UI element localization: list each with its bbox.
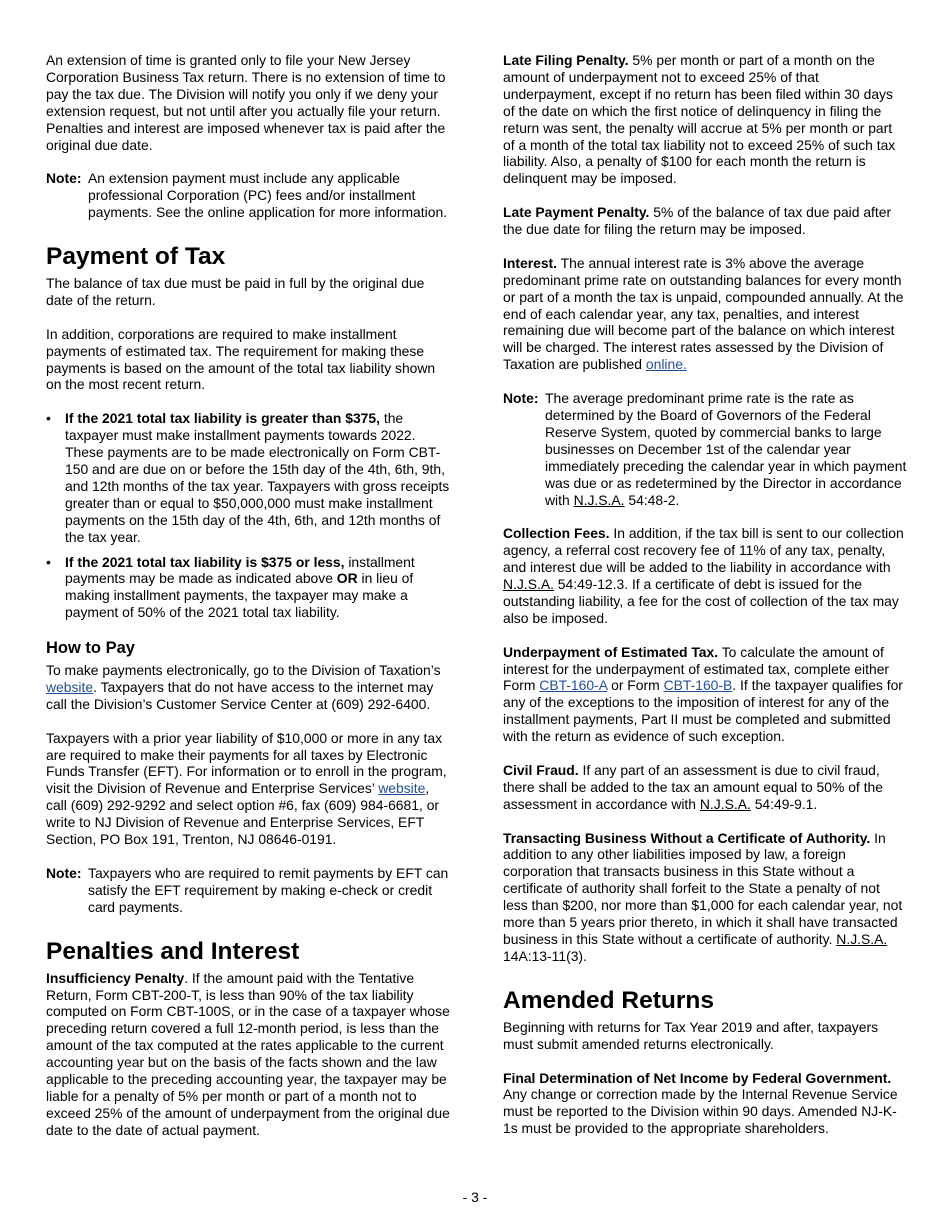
bullet-text: installment payments may be made as indicated above [65, 553, 415, 587]
paragraph-text: The annual interest rate is 3% above the average predominant prime rate on outstanding balances for every month or part of a month the tax is unpaid, compounded annually. At the end of each calendar year, any tax, penalties, and interest remaining due will become part of the balance on which interest will be charged. The interest rates assessed by the Division of Taxation are published [503, 254, 904, 373]
cbt-160-b-link[interactable]: CBT-160-B [663, 677, 733, 694]
paragraph-text: or Form [607, 677, 664, 694]
paragraph-bold-lead: Underpayment of Estimated Tax. [503, 643, 719, 660]
paragraph-text: In addition to any other liabilities imposed by law, a foreign corporation that transacts business in this State without a certificate of authority shall forfeit to the State a penalty of not less than $200, nor more than $1,000 for each calendar year, not more than 5 years prior thereto, in which it shall have transacted business in this State without a certificate of authority. [503, 829, 903, 948]
statute-reference: N.J.S.A. [836, 931, 888, 948]
paragraph-text: . Taxpayers that do not have access to the internet may call the Division’s Customer Service Center at (609) 292-6400. [46, 678, 434, 712]
statute-reference: N.J.S.A. [699, 795, 751, 812]
how-to-pay-paragraph-2 [46, 730, 450, 848]
payment-of-tax-heading: Payment of Tax [46, 243, 226, 271]
civil-fraud-paragraph [503, 762, 907, 813]
extension-note [46, 170, 450, 221]
list-item [46, 554, 450, 622]
installment-list [46, 410, 450, 621]
amended-returns-heading: Amended Returns [503, 986, 715, 1014]
paragraph-bold-lead: Interest. [503, 254, 558, 271]
paragraph-text: , call (609) 292-9292 and select option #6, fax (609) 984-6681, or write to NJ Division of Revenue and Enterprise Services, EFT Section, PO Box 191, Trenton, NJ 08646-0191. [46, 780, 440, 848]
paragraph-bold-lead: Late Filing Penalty. [503, 52, 629, 68]
paragraph-bold-lead: Collection Fees. [503, 525, 610, 542]
list-item [46, 410, 450, 545]
paragraph-text: 14A:13-11(3). [503, 947, 587, 964]
paragraph-text: 54:49-9.1. [750, 795, 818, 812]
note-text: Taxpayers who are required to remit payments by EFT can satisfy the EFT requirement by making e-check or credit card payments. [88, 864, 449, 915]
paragraph-text: . If the amount paid with the Tentative Return, Form CBT-200-T, is less than 90% of the tax liability computed on Form CBT-100S, or in the case of a taxpayer whose preceding return covered a full 12-month period, is less than the amount of the tax computed at the rates applicable to the current accounting year but on the basis of the facts shown and the law applicable to the preceding accounting year, the taxpayer may be liable for a penalty of 5% per month or part of a month not to exceed 25% of the amount of underpayment from the original due date to the date of actual payment. [46, 969, 450, 1138]
note-text-part: 54:48-2. [624, 491, 680, 508]
insufficiency-penalty-paragraph [46, 970, 450, 1139]
penalties-interest-heading: Penalties and Interest [46, 937, 300, 965]
note-label: Note: [46, 864, 82, 881]
bullet-text: in lieu of making installment payments, the taxpayer may make a payment of 50% of the 2021 total tax liability. [65, 570, 414, 621]
revenue-website-link[interactable]: website [378, 780, 426, 797]
payment-paragraph-2: In addition, corporations are required to make installment payments of estimated tax. The requirement for making these payments is based on the amount of the total tax liability shown on the most recent return. [46, 325, 436, 393]
payment-paragraph-1: The balance of tax due must be paid in full by the original due date of the return. [46, 275, 425, 308]
paragraph-text: 54:49-12.3. If a certificate of debt is issued for the outstanding liability, a fee for the cost of collection of the tax may also be imposed. [503, 576, 899, 626]
extension-intro: An extension of time is granted only to file your New Jersey Corporation Business Tax return. There is no extension of time to pay the tax due. The Division will notify you only if we deny your extension request, but not until after you actually file your return. Penalties and interest are imposed whenever tax is paid after the original due date. [46, 52, 446, 153]
paragraph-text: Taxpayers with a prior year liability of $10,000 or more in any tax are required to make their payments for all taxes by Electronic Funds Transfer (EFT). For information or to enroll in the program, visit the Division of Revenue and Enterprise Services’ [46, 729, 447, 797]
underpayment-paragraph [503, 644, 907, 745]
paragraph-bold-lead: Final Determination of Net Income by Federal Government. [503, 1069, 892, 1086]
taxation-website-link[interactable]: website [46, 678, 94, 695]
how-to-pay-paragraph-1 [46, 662, 450, 713]
prime-rate-note [503, 390, 907, 508]
transacting-business-paragraph [503, 830, 907, 965]
note-text: An extension payment must include any applicable professional Corporation (PC) fees and/or installment payments. See the online application for more information. [88, 170, 448, 221]
paragraph-text: Any change or correction made by the Internal Revenue Service must be reported to the Division within 90 days. Amended NJ-K-1s must be provided to the appropriate shareholders. [503, 1086, 898, 1137]
cbt-160-a-link[interactable]: CBT-160-A [539, 677, 608, 694]
bullet-bold-lead: If the 2021 total tax liability is $375 or less, [65, 553, 345, 570]
note-label: Note: [503, 390, 539, 407]
bullet-text: the taxpayer must make installment payments towards 2022. These payments are to be made electronically on Form CBT-150 and are due on or before the 15th day of the 4th, 6th, 9th, and 12th months of the tax year. Taxpayers with gross receipts greater than or equal to $50,000,000 must make installment payments on the 15th day of the 4th, 6th, and 12th months of the tax year. [65, 410, 450, 545]
paragraph-text: If any part of an assessment is due to civil fraud, there shall be added to the tax an amount equal to 50% of the assessment in accordance with [503, 761, 883, 812]
bullet-or: OR [336, 570, 358, 587]
interest-rates-online-link[interactable]: online. [645, 356, 687, 373]
paragraph-text: . If the taxpayer qualifies for any of the exceptions to the imposition of interest for any of the installment payments, Part II must be completed and submitted with the return as evidence of such exception. [503, 677, 903, 745]
left-column [46, 52, 450, 1156]
statute-reference: N.J.S.A. [573, 491, 625, 508]
final-determination-paragraph [503, 1070, 907, 1138]
eft-note [46, 865, 450, 916]
note-label: Note: [46, 170, 82, 187]
paragraph-bold-lead: Insufficiency Penalty [46, 969, 185, 986]
note-text [545, 390, 907, 508]
bullet-bold-lead: If the 2021 total tax liability is greater than $375, [65, 410, 380, 427]
paragraph-text: In addition, if the tax bill is sent to our collection agency, a referral cost recovery fee of 11% of any tax, penalty, and interest due will be added to the liability in accordance with [503, 525, 904, 576]
paragraph-text: 5% of the balance of tax due paid after the due date for filing the return may be imposed. [503, 204, 892, 238]
paragraph-bold-lead: Civil Fraud. [503, 761, 579, 778]
note-text-part: The average predominant prime rate is the rate as determined by the Board of Governors of the Federal Reserve System, quoted by commercial banks to large businesses on December 1st of the calendar year immediately preceding the calendar year in which payment was due or as redetermined by the Director in accordance with [545, 390, 907, 508]
paragraph-text: To calculate the amount of interest for the underpayment of estimated tax, complete either Form [503, 643, 890, 694]
paragraph-bold-lead: Late Payment Penalty. [503, 204, 650, 221]
paragraph-text: 5% per month or part of a month on the amount of underpayment not to exceed 25% of that underpayment, except if no return has been filed within 30 days of the date on which the first notice of delinquency in filing the return was sent, the penalty will accrue at 5% per month or part of a month of the total tax liability not to exceed 25% of such tax liability. Also, a penalty of $100 for each month the return is delinquent may be imposed. [503, 52, 896, 187]
paragraph-bold-lead: Transacting Business Without a Certificate of Authority. [503, 829, 871, 846]
late-payment-paragraph [503, 204, 907, 238]
collection-fees-paragraph [503, 525, 907, 626]
how-to-pay-heading: How to Pay [46, 639, 135, 658]
statute-reference: N.J.S.A. [503, 576, 554, 593]
late-filing-paragraph [503, 52, 907, 187]
amended-paragraph-1: Beginning with returns for Tax Year 2019 and after, taxpayers must submit amended returns electronically. [503, 1018, 879, 1052]
page-number: - 3 - [462, 1189, 488, 1205]
paragraph-text: To make payments electronically, go to the Division of Taxation’s [46, 662, 441, 679]
interest-paragraph [503, 255, 907, 373]
right-column [503, 52, 907, 1154]
